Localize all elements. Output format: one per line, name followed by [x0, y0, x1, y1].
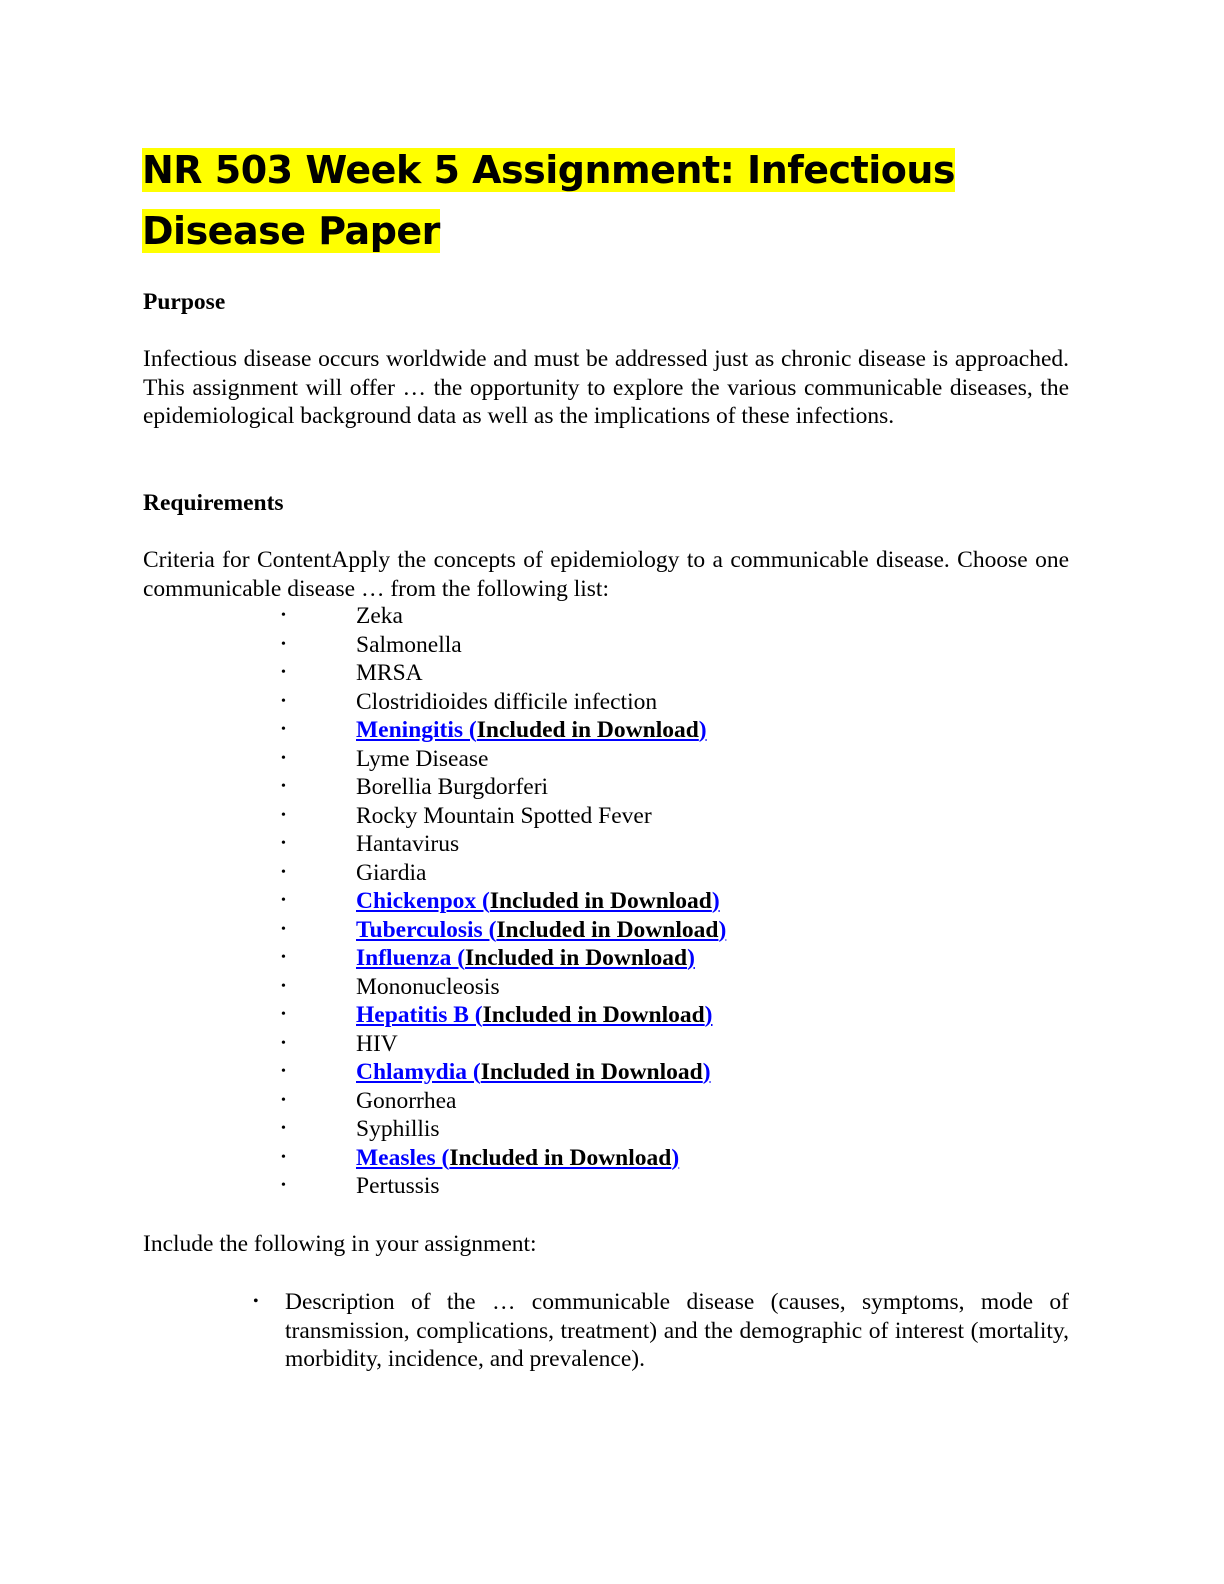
- bullet-icon: •: [281, 636, 286, 652]
- disease-name: Syphillis: [356, 1116, 440, 1142]
- disease-link[interactable]: [356, 917, 726, 943]
- disease-link-wrapper: [356, 887, 720, 916]
- disease-link-wrapper: [356, 716, 707, 745]
- disease-name: Clostridioides difficile infection: [356, 688, 658, 715]
- disease-name: Zeka: [356, 603, 403, 629]
- bullet-icon: •: [281, 1121, 286, 1136]
- disease-link-name: Influenza (: [356, 945, 466, 971]
- disease-link-wrapper: [356, 916, 726, 945]
- disease-link-wrapper: [356, 1001, 713, 1030]
- download-note: Included in Download: [489, 888, 712, 914]
- disease-link[interactable]: [356, 945, 695, 971]
- download-note: Included in Download: [465, 945, 688, 971]
- disease-name: Rocky Mountain Spotted Fever: [356, 802, 652, 829]
- disease-link-name: Measles (: [356, 1144, 450, 1171]
- disease-link-name: Chickenpox (: [356, 888, 490, 914]
- bullet-icon: •: [281, 1092, 286, 1108]
- disease-name: Gonorrhea: [356, 1087, 457, 1114]
- download-note: Included in Download: [482, 1002, 705, 1028]
- include-item-text: Description of the … communicable disease (causes, symptoms, mode of transmission, complications, treatment) and the demographic of interest (mortality, morbidity, incidence, and prevalence).: [285, 1289, 1069, 1372]
- disease-name: Borellia Burgdorferi: [356, 774, 549, 800]
- disease-name: HIV: [356, 1030, 398, 1057]
- bullet-icon: •: [281, 1149, 286, 1165]
- closing-paren: ): [702, 1059, 711, 1085]
- disease-link[interactable]: [356, 1002, 713, 1028]
- bullet-icon: •: [281, 693, 286, 709]
- bullet-icon: •: [281, 950, 286, 965]
- disease-name: Lyme Disease: [356, 745, 489, 772]
- download-note: Included in Download: [480, 1059, 703, 1085]
- bullet-icon: •: [281, 921, 286, 937]
- disease-link-wrapper: [356, 1144, 679, 1173]
- bullet-icon: •: [281, 836, 286, 851]
- bullet-icon: •: [281, 893, 286, 908]
- include-intro: Include the following in your assignment:: [143, 1231, 537, 1257]
- bullet-icon: •: [281, 1007, 286, 1022]
- bullet-icon: •: [281, 978, 286, 994]
- include-list: [143, 1288, 1069, 1374]
- closing-paren: ): [687, 945, 695, 971]
- bullet-icon: •: [281, 779, 286, 794]
- disease-link-name: Meningitis (: [356, 717, 477, 743]
- disease-name: Mononucleosis: [356, 973, 500, 1000]
- closing-paren: ): [698, 717, 707, 743]
- disease-name: Salmonella: [356, 631, 462, 658]
- download-note: Included in Download: [496, 916, 719, 943]
- bullet-icon: •: [281, 750, 286, 766]
- bullet-icon: •: [281, 608, 286, 623]
- disease-link-name: Tuberculosis (: [356, 916, 497, 943]
- bullet-icon: •: [253, 1293, 259, 1310]
- closing-paren: ): [711, 888, 720, 914]
- requirements-heading: Requirements: [143, 490, 284, 516]
- disease-link-wrapper: [356, 1058, 711, 1087]
- bullet-icon: •: [281, 665, 286, 680]
- disease-name: Pertussis: [356, 1173, 440, 1199]
- disease-link-name: Hepatitis B (: [356, 1002, 483, 1028]
- include-list-item: [143, 1288, 1069, 1374]
- purpose-heading: Purpose: [143, 289, 226, 315]
- closing-paren: ): [718, 916, 727, 943]
- disease-name: Giardia: [356, 859, 427, 886]
- title-highlight: NR 503 Week 5 Assignment: Infectious Disease Paper: [142, 148, 956, 253]
- bullet-icon: •: [281, 1064, 286, 1079]
- bullet-icon: •: [281, 807, 286, 823]
- bullet-icon: •: [281, 1178, 286, 1193]
- document-title: [142, 140, 1042, 262]
- disease-link[interactable]: [356, 1145, 679, 1171]
- disease-name: MRSA: [356, 660, 423, 686]
- disease-link-wrapper: [356, 944, 695, 973]
- bullet-icon: •: [281, 864, 286, 880]
- bullet-icon: •: [281, 722, 286, 737]
- bullet-icon: •: [281, 1035, 286, 1051]
- download-note: Included in Download: [449, 1144, 672, 1171]
- closing-paren: ): [704, 1002, 713, 1028]
- disease-name: Hantavirus: [356, 831, 460, 857]
- disease-link[interactable]: [356, 717, 707, 743]
- disease-link[interactable]: [356, 888, 720, 914]
- disease-link-name: Chlamydia (: [356, 1059, 481, 1085]
- download-note: Included in Download: [476, 717, 699, 743]
- purpose-paragraph: Infectious disease occurs worldwide and must be addressed just as chronic disease is approached. This assignment will offer … the opportunity to explore the various communicable diseases, the epidemiological background data as well as the implications of these infections.: [143, 346, 1069, 429]
- closing-paren: ): [671, 1144, 680, 1171]
- criteria-paragraph: Criteria for ContentApply the concepts of epidemiology to a communicable disease. Choose one communicable disease … from the following list:: [143, 547, 1069, 602]
- disease-link[interactable]: [356, 1059, 711, 1085]
